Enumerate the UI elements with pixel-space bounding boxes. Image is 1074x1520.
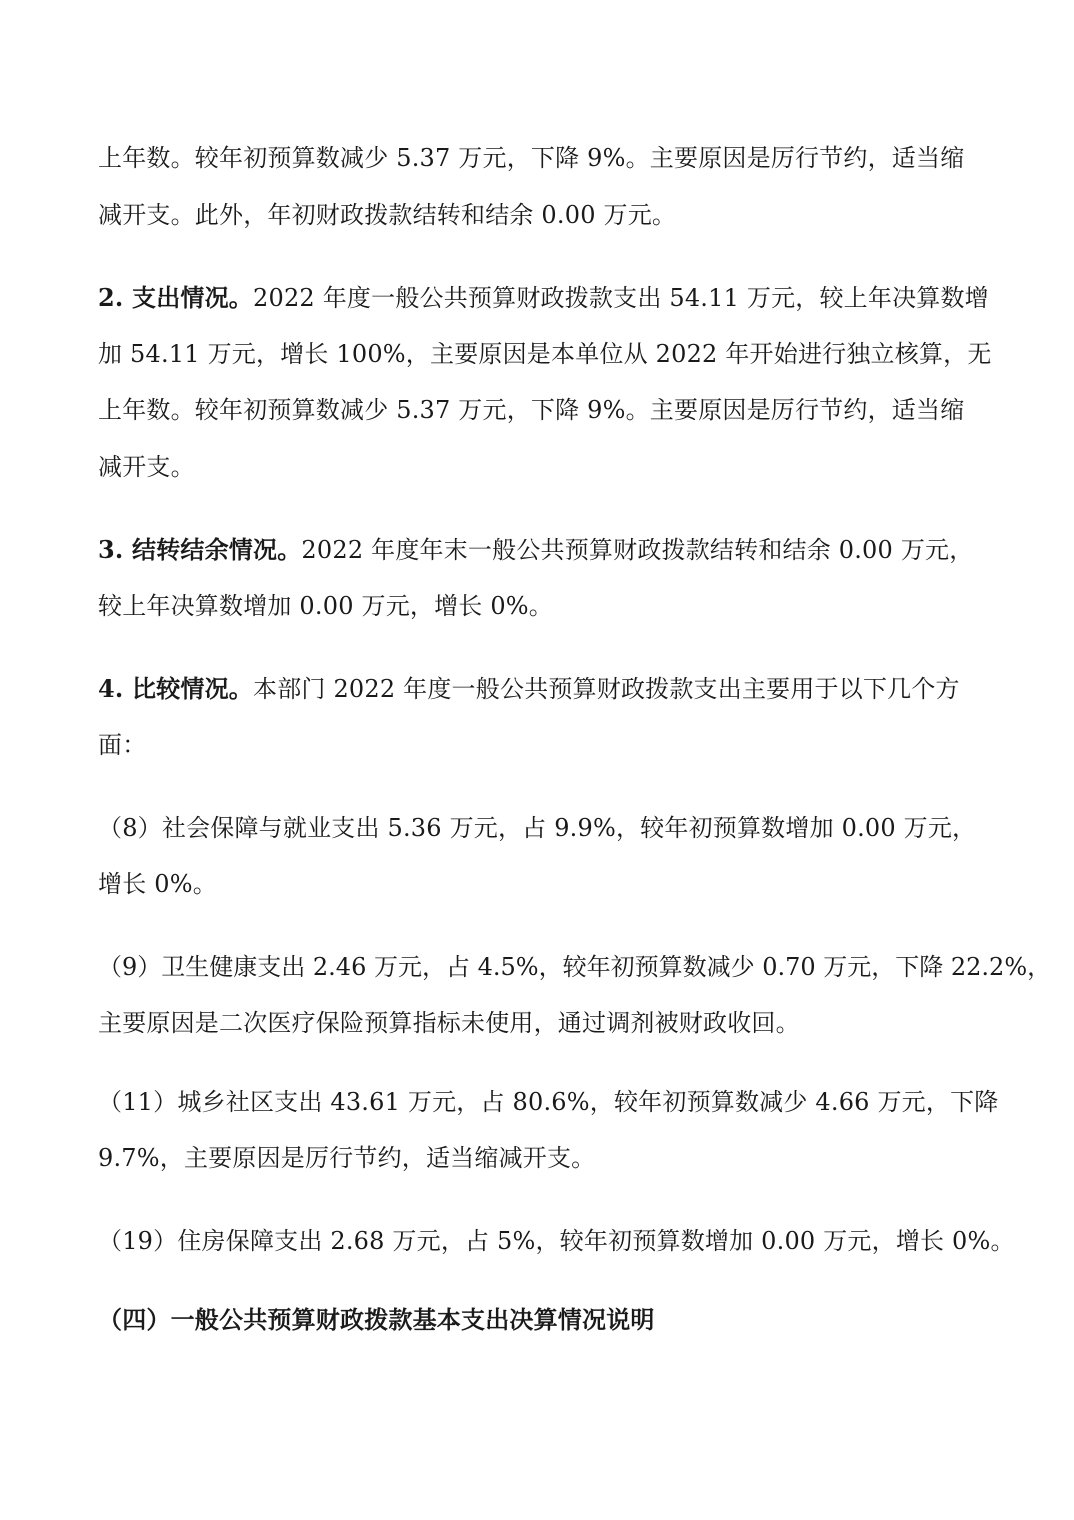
paragraph-6-line-1: （9）卫生健康支出 2.46 万元，占 4.5%，较年初预算数减少 0.70 万元，下降 22.2%， — [98, 953, 1052, 981]
paragraph-3-text: 2022 年度年末一般公共预算财政拨款结转和结余 0.00 万元， — [301, 536, 974, 564]
paragraph-1-line-2: 减开支。此外，年初财政拨款结转和结余 0.00 万元。 — [98, 201, 677, 229]
paragraph-4-label: 4. 比较情况。 — [98, 674, 254, 703]
paragraph-2-line-4: 减开支。 — [98, 453, 195, 481]
paragraph-4-line-1 — [98, 673, 960, 705]
paragraph-2-line-2: 加 54.11 万元，增长 100%，主要原因是本单位从 2022 年开始进行独立核算，无 — [98, 340, 992, 368]
paragraph-5-line-2: 增长 0%。 — [98, 870, 217, 898]
section-heading: （四）一般公共预算财政拨款基本支出决算情况说明 — [98, 1305, 655, 1334]
paragraph-4-text: 本部门 2022 年度一般公共预算财政拨款支出主要用于以下几个方 — [253, 675, 960, 703]
paragraph-8-line-1: （19）住房保障支出 2.68 万元，占 5%，较年初预算数增加 0.00 万元，增长 0%。 — [98, 1227, 1015, 1255]
paragraph-3-line-2: 较上年决算数增加 0.00 万元，增长 0%。 — [98, 592, 553, 620]
paragraph-2-line-3: 上年数。较年初预算数减少 5.37 万元，下降 9%。主要原因是厉行节约，适当缩 — [98, 396, 965, 424]
paragraph-3-label: 3. 结转结余情况。 — [98, 535, 302, 564]
paragraph-2-label: 2. 支出情况。 — [98, 283, 254, 312]
paragraph-4-line-2: 面： — [98, 731, 147, 759]
paragraph-7-line-1: （11）城乡社区支出 43.61 万元，占 80.6%，较年初预算数减少 4.66 万元，下降 — [98, 1088, 999, 1116]
paragraph-1-line-1: 上年数。较年初预算数减少 5.37 万元，下降 9%。主要原因是厉行节约，适当缩 — [98, 144, 965, 172]
paragraph-3-line-1 — [98, 534, 973, 566]
paragraph-6-line-2: 主要原因是二次医疗保险预算指标未使用，通过调剂被财政收回。 — [98, 1009, 800, 1037]
paragraph-2-line-1 — [98, 282, 989, 314]
paragraph-2-text: 2022 年度一般公共预算财政拨款支出 54.11 万元，较上年决算数增 — [253, 284, 989, 312]
paragraph-5-line-1: （8）社会保障与就业支出 5.36 万元，占 9.9%，较年初预算数增加 0.00 万元， — [98, 814, 977, 842]
paragraph-7-line-2: 9.7%，主要原因是厉行节约，适当缩减开支。 — [98, 1144, 596, 1172]
